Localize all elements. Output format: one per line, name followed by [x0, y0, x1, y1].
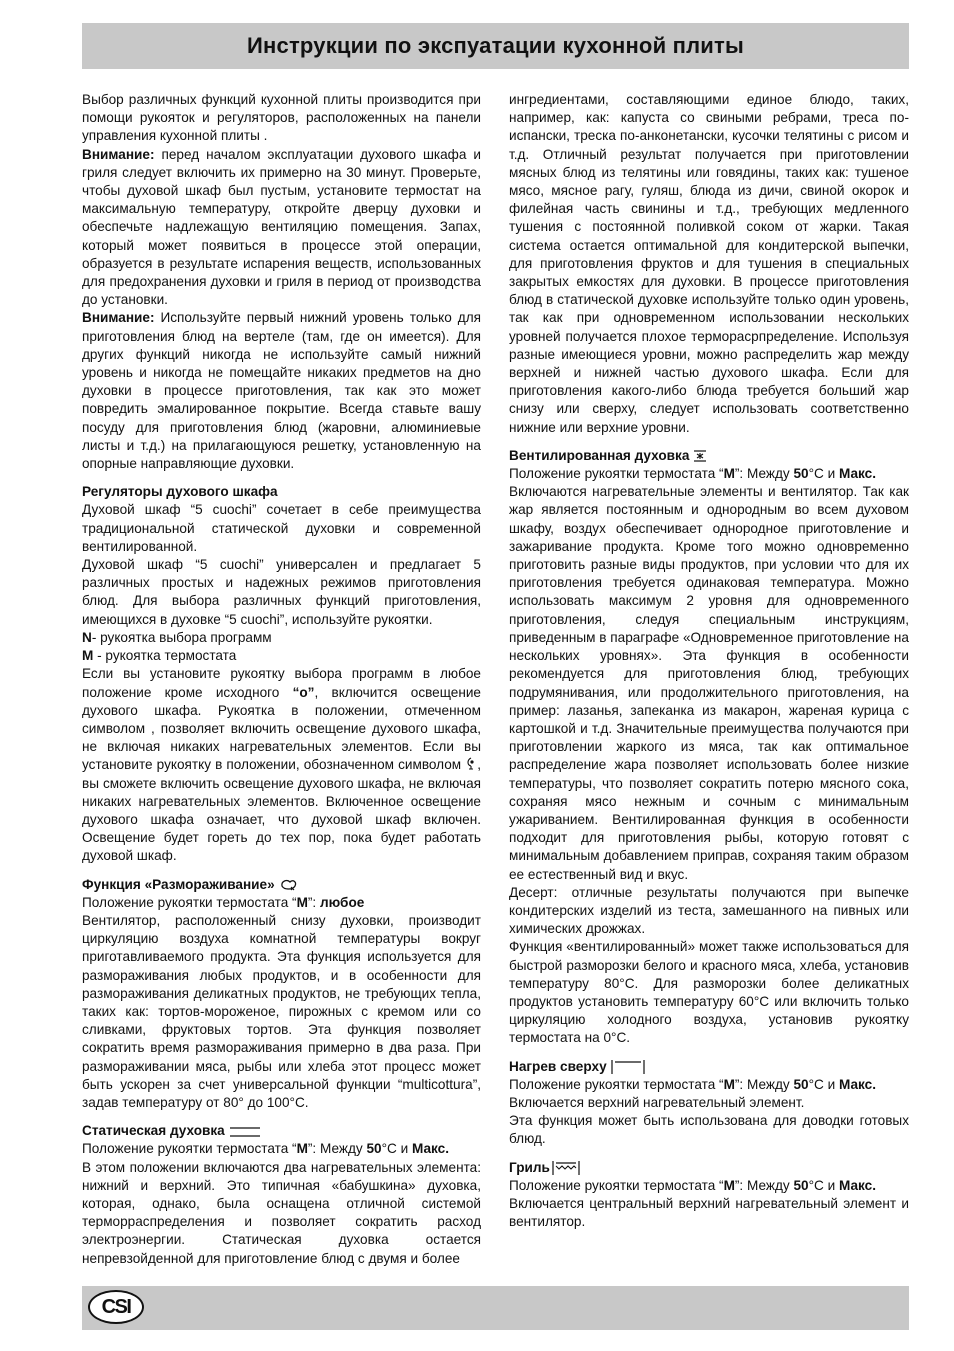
- regulators-paragraph-1: Духовой шкаф “5 cuochi” сочетает в себе преимущества традициональной статической духовки и современной вентилированной.: [82, 502, 481, 554]
- top-heat-description-1: Включается верхний нагревательный элемент.: [509, 1094, 805, 1110]
- grill-description: Включается центральный верхний нагревательный элемент и вентилятор.: [509, 1195, 909, 1230]
- section-heading-regulators: Регуляторы духового шкафа: [82, 484, 278, 500]
- defrost-icon: [279, 877, 299, 892]
- fan-description: Включаются нагревательные элементы и вентилятор. Так как жар является постоянным и однородным во всем духовом шкафу, воздух обеспечивает однородное приготовление и зажаривание продукта. Кроме того можно одновременно приготовить разные виды продуктов, при условии что для их приготовления требуется одинаковая температура. Можно использовать максимум 2 уровня для одновременного приготовления, следуя специальным инструкциям, приведенным в параграфе «Одновременное приготовление на нескольких уровнях». Эта функция в особенности рекомендуется для приготовления блюд, требующих подрумянивания, или продолжительного приготовления, на пример: лазанья, запеканка из макарон, жареная курица с картошкой и т.д. Значительные преимущества получаются при приготовлении жаркого из мяса, так как оптимальное распределение жара позволяет использовать более низкие температуры, что позволяет сократить потерю мясного сока, сохраняя мясо нежным и сочным с минимальным ужариванием. Вентилированная функция в особенности подходит для приготовления рыбы, которую готовят с минимальным добавлением приправ, сохраняя таким образом ее естественный вид и вкус.: [509, 484, 909, 882]
- grill-icon: [552, 1160, 580, 1176]
- language-logo: CSI: [88, 1290, 144, 1324]
- page-header-bar: [82, 23, 909, 69]
- light-symbol-icon: [465, 757, 477, 770]
- defrost-description: Вентилятор, расположенный снизу духовки, производит циркуляцию воздуха комнатной температуры вокруг приготавливаемого продукта. Эта функция используется для размораживания любых продуктов, и в особенности для размораживания деликатных продуктов, не требующих тепла, таких как: тортов-мороженое, пирожных с кремом или со сливками, фруктовых тортов. Эта функция позволяет сократить время размораживания примерно в два раза. При размораживании мяса, рыбы или хлеба этот процесс может быть ускорен за счет универсальной функции “multicottura”, задав температуру от 80° до 100°С.: [82, 912, 481, 1110]
- warning-label: Внимание:: [82, 146, 155, 162]
- warning-paragraph-1: Внимание: перед началом эксплуатации духового шкафа и гриля следует включить их примерно на 30 минут. Проверьте, чтобы духовой шкаф был пустым, установите термостат на максимальную температуру, откройте дверцу духовки и обеспечьте надлежащую вентиляцию помещения. Запах, который может появиться в процессе этой операции, образуется в результате испарения веществ, использованных для предохранения духовки и гриля в период от производства до установки.: [82, 146, 481, 308]
- regulators-paragraph-3: Если вы установите рукоятку выбора программ в любое положение кроме исходного “о”, включится освещение духового шкафа. Рукоятка в положении, отмеченном символом , позволяет включить освещение духового шкафа, не включая никаких нагревательных элементов. Если вы установите рукоятку в положении, обозначенном символом , вы сможете включить освещение духового шкафа, не включая никаких нагревательных элементов. Включенное освещение духового шкафа означает, что духовой шкаф включен. Освещение будет гореть до тех пор, пока будет работать духовой шкаф.: [82, 666, 481, 864]
- static-thermostat-position: Положение рукоятки термостата “M”: Между 50°С и Макс.: [82, 1141, 450, 1157]
- static-description: В этом положении включаются два нагревательных элемента: нижний и верхний. Это типичная «бабушкина» духовка, которая, однако, была оснащена отличной системой терморраспределения и позволяет сократить расход электроэнергии. Статическая духовка остается непревзойденной для приготовление блюд с двумя и более: [82, 1159, 481, 1266]
- top-heat-icon: [611, 1059, 645, 1075]
- section-heading-defrost: Функция «Размораживание»: [82, 876, 481, 894]
- fan-dessert-note: Десерт: отличные результаты получаются при выпечке кондитерских изделий из теста, замешанного на пивных или химических дрожжах.: [509, 884, 909, 937]
- static-description-continued: ингредиентами, составляющими единое блюдо, таких, например, как: капуста со свиными ребрами, треса по-испански, треска по-анконетански, кусочки телятины с рисом и т.д. Отличный результат получается при приготовлении мясных блюд из телятины или говядины, таких как: тушеное мясо, мясное рагу, гуляш, блюда из дичи, свиной окорок и филейная часть свинины и т.д., требующих медленного тушения с постоянной поливкой соком от жарки. Такая система остается оптимальной для кондитерской выпечки, для приготовления фруктов и для тушения в специальных закрытых емкостях для духовки. В процессе приготовления блюд в статической духовке используйте только один уровень, так как при одновременном использовании нескольких уровней получается плохое терморасрпределение. Используя разные имеющиеся уровни, можно распределить жар между верхней и нижней частью духового шкафа. Если для приготовления какого-либо блюда требуется больший жар снизу или сверху, следует использовать соответственно нижние или верхние уровни.: [509, 92, 909, 435]
- section-heading-top-heat: Нагрев сверху: [509, 1058, 909, 1076]
- fan-oven-icon: [693, 449, 707, 463]
- fan-thermostat-position: Положение рукоятки термостата “M”: Между 50°С и Макс.: [509, 466, 877, 482]
- page-footer-bar: [82, 1286, 909, 1330]
- page-title: Инструкции по экспуатации кухонной плиты: [247, 33, 744, 58]
- knob-n-line: N- рукоятка выбора программ: [82, 629, 272, 645]
- section-heading-fan-oven: Вентилированная духовка: [509, 447, 909, 465]
- section-heading-static-oven: Статическая духовка: [82, 1122, 481, 1140]
- section-heading-grill: Гриль: [509, 1159, 909, 1177]
- regulators-paragraph-2: Духовой шкаф “5 cuochi” универсален и предлагает 5 различных простых и надежных режимов приготовления блюд. Для выбора различных функций приготовления, имеющихся в духовке “5 cuochi”, используйте рукоятки.: [82, 557, 481, 627]
- left-column: [82, 91, 481, 1268]
- warning-label: Внимание:: [82, 310, 155, 326]
- top-heat-description-2: Эта функция может быть использована для доводки готовых блюд.: [509, 1113, 909, 1147]
- fan-defrost-note: Функция «вентилированный» может также использоваться для быстрой разморозки белого и красного мяса, хлеба, установив температуру 80°С. Для разморозки более деликатных продуктов установить температуру 60°С или включить только циркуляцию холодного воздуха, установив рукоятку термостата на 0°С.: [509, 939, 909, 1046]
- defrost-thermostat-position: Положение рукоятки термостата “M”: любое: [82, 894, 365, 910]
- right-column: [509, 91, 909, 1231]
- knob-m-line: M - рукоятка термостата: [82, 648, 237, 664]
- warning-paragraph-2: Внимание: Используйте первый нижний уровень только для приготовления блюд на вертеле (там, где он имеется). Для других функций никогда не используйте самый нижний уровень и никогда не помещайте никаких предметов на дно духовки в процессе приготовления, так как это может повредить эмалированное покрытие. Всегда ставьте вашу посуду для приготовления блюд (жаровни, алюминиевые листы и т.д.) на прилагающуюся решетку, установленную на опорные направляющие духовки.: [82, 310, 481, 472]
- static-oven-icon: [229, 1126, 261, 1138]
- grill-thermostat-position: Положение рукоятки термостата “M”: Между 50°С и Макс.: [509, 1177, 877, 1193]
- intro-paragraph: Выбор различных функций кухонной плиты производится при помощи рукояток и регуляторов, расположенных на панели управления кухонной плиты .: [82, 92, 481, 144]
- top-heat-thermostat-position: Положение рукоятки термостата “M”: Между 50°С и Макс.: [509, 1076, 877, 1092]
